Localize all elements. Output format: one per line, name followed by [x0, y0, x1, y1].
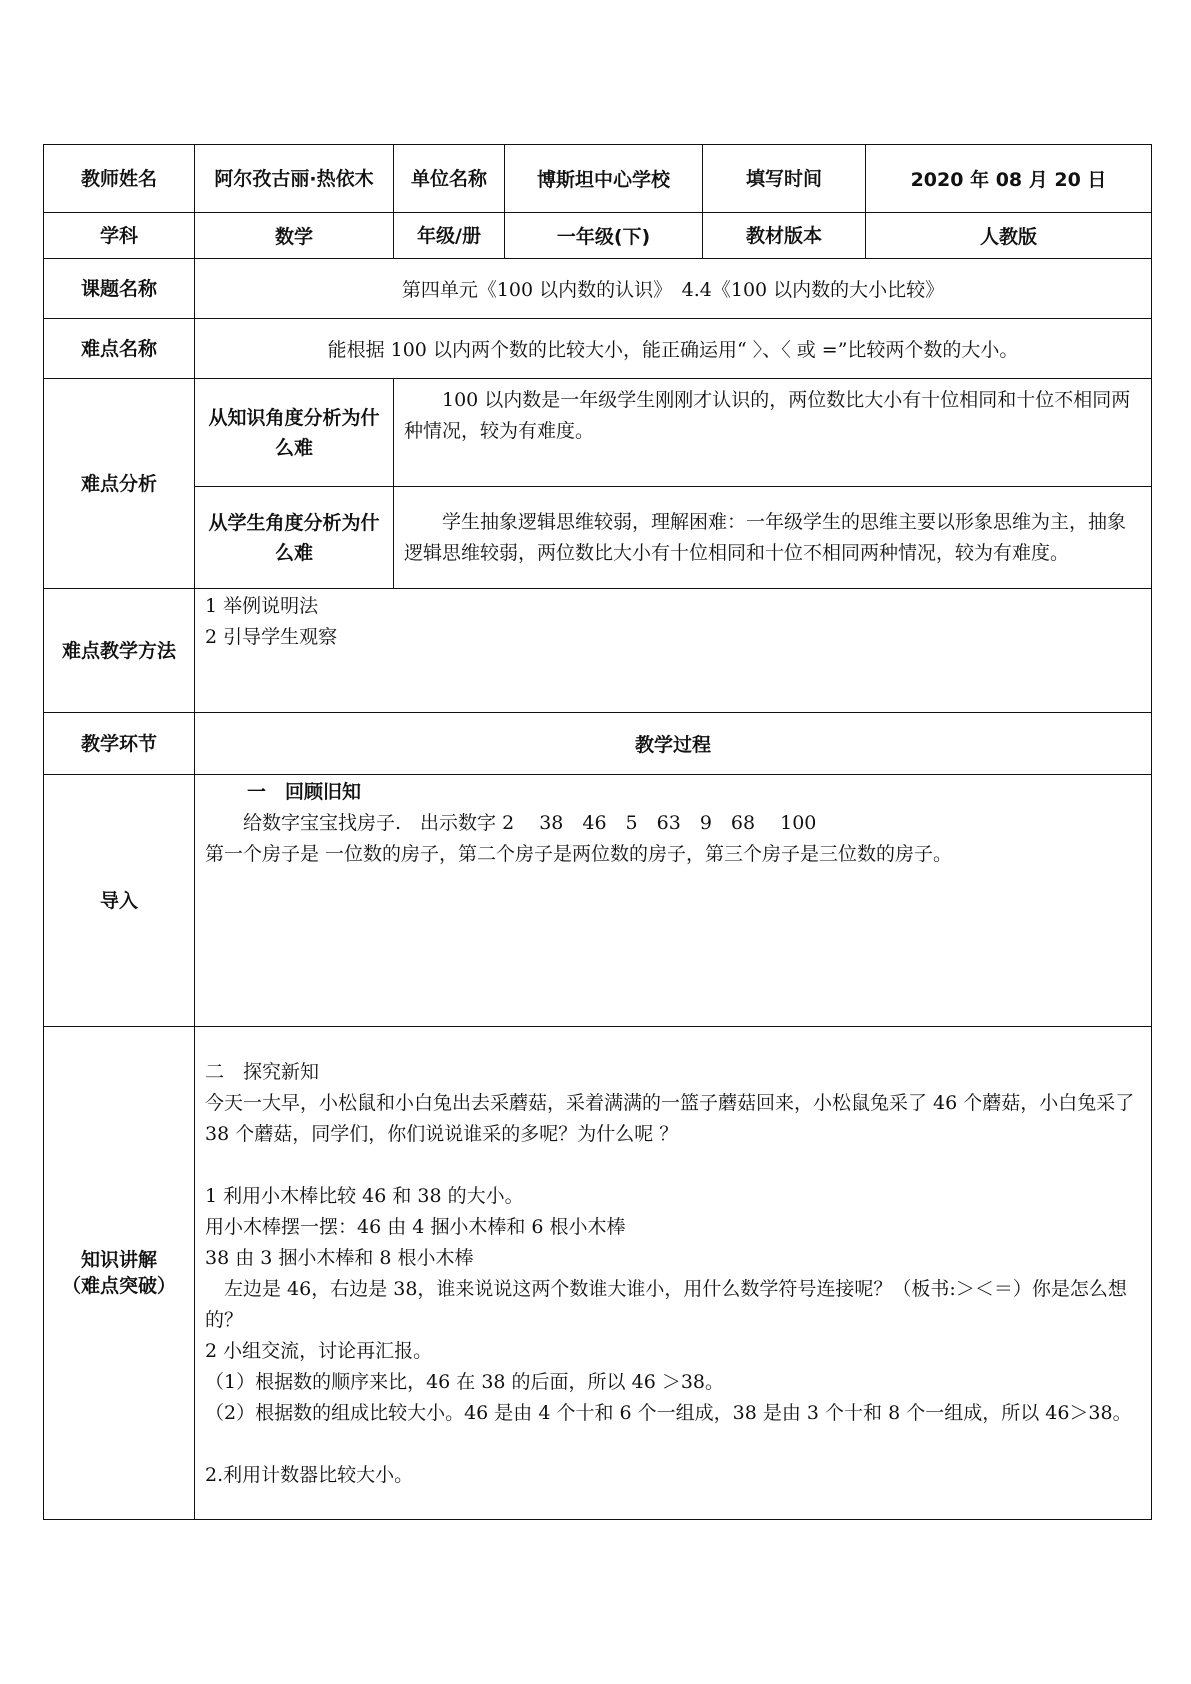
intro-content	[195, 775, 1152, 1027]
intro-heading: 一 回顾旧知	[247, 781, 362, 803]
analysis-label: 难点分析	[44, 379, 195, 589]
lesson-plan-table	[43, 144, 1152, 1520]
knowledge-paragraph: 今天一大早，小松鼠和小白兔出去采蘑菇，采着满满的一篮子蘑菇回来，小松鼠兔采了 46 个蘑菇，小白兔采了 38 个蘑菇，同学们，你们说说谁采的多呢？为什么呢 ？	[205, 1092, 1135, 1145]
intro-label: 导入	[44, 775, 195, 1027]
knowledge-paragraph: 38 由 3 捆小木棒和 8 根小木棒	[205, 1247, 474, 1269]
method-item: 1 举例说明法	[205, 595, 319, 617]
knowledge-label-line-2: （难点突破）	[61, 1275, 176, 1297]
knowledge-paragraph: 用小木棒摆一摆：46 由 4 捆小木棒和 6 根小木棒	[205, 1216, 626, 1238]
analysis-row-knowledge	[44, 379, 1152, 487]
topic-row	[44, 259, 1152, 319]
method-item: 2 引导学生观察	[205, 626, 338, 648]
intro-row	[44, 775, 1152, 1027]
knowledge-row	[44, 1027, 1152, 1520]
methods-list	[195, 589, 1152, 713]
methods-row	[44, 589, 1152, 713]
fill-date-value: 2020 年 08 月 20 日	[866, 145, 1152, 213]
knowledge-angle-label: 从知识角度分析为什么难	[195, 379, 394, 487]
analysis-row-student	[44, 487, 1152, 589]
knowledge-paragraph: 1 利用小木棒比较 46 和 38 的大小。	[205, 1185, 524, 1207]
process-header-row	[44, 713, 1152, 775]
knowledge-paragraph: （1）根据数的顺序来比，46 在 38 的后面，所以 46 ＞38。	[205, 1371, 724, 1393]
knowledge-paragraph: 左边是 46，右边是 38，谁来说说这两个数谁大谁小，用什么数学符号连接呢？（板书:＞＜＝）你是怎么想的？	[205, 1278, 1127, 1331]
knowledge-angle-text: 100 以内数是一年级学生刚刚才认识的，两位数比大小有十位相同和十位不相同两种情况，较为有难度。	[394, 379, 1152, 487]
difficulty-label: 难点名称	[44, 319, 195, 379]
intro-line-1: 给数字宝宝找房子. 出示数字 2 38 46 5 63 9 68 100	[243, 812, 817, 834]
fill-date-label: 填写时间	[703, 145, 866, 213]
knowledge-label-line-1: 知识讲解	[80, 1249, 157, 1271]
edition-value: 人教版	[866, 213, 1152, 259]
unit-name-label: 单位名称	[394, 145, 505, 213]
subject-label: 学科	[44, 213, 195, 259]
knowledge-heading: 二 探究新知	[205, 1061, 320, 1083]
subject-value: 数学	[195, 213, 394, 259]
knowledge-content	[195, 1027, 1152, 1520]
student-angle-text: 学生抽象逻辑思维较弱，理解困难：一年级学生的思维主要以形象思维为主，抽象逻辑思维较弱，两位数比大小有十位相同和十位不相同两种情况，较为有难度。	[394, 487, 1152, 589]
process-title: 教学过程	[195, 713, 1152, 775]
lesson-plan-document	[43, 144, 1151, 1520]
grade-label: 年级/册	[394, 213, 505, 259]
header-row-1	[44, 145, 1152, 213]
topic-label: 课题名称	[44, 259, 195, 319]
knowledge-label	[44, 1027, 195, 1520]
grade-value: 一年级(下)	[505, 213, 703, 259]
blank-line	[205, 1429, 1141, 1460]
intro-line-2: 第一个房子是 一位数的房子，第二个房子是两位数的房子，第三个房子是三位数的房子。	[205, 843, 953, 865]
header-row-2	[44, 213, 1152, 259]
teacher-name-value: 阿尔孜古丽·热依木	[195, 145, 394, 213]
methods-label: 难点教学方法	[44, 589, 195, 713]
knowledge-paragraph: 2 小组交流，讨论再汇报。	[205, 1340, 433, 1362]
difficulty-value: 能根据 100 以内两个数的比较大小，能正确运用“ 〉、〈 或 =”比较两个数的大小。	[195, 319, 1152, 379]
knowledge-paragraph: 2.利用计数器比较大小。	[205, 1464, 414, 1486]
teacher-name-label: 教师姓名	[44, 145, 195, 213]
process-stage-label: 教学环节	[44, 713, 195, 775]
edition-label: 教材版本	[703, 213, 866, 259]
difficulty-row	[44, 319, 1152, 379]
knowledge-paragraph: （2）根据数的组成比较大小。46 是由 4 个十和 6 个一组成，38 是由 3 个十和 8 个一组成，所以 46＞38。	[205, 1402, 1132, 1424]
topic-value: 第四单元《100 以内数的认识》 4.4《100 以内数的大小比较》	[195, 259, 1152, 319]
blank-line	[205, 1150, 1141, 1181]
student-angle-label: 从学生角度分析为什么难	[195, 487, 394, 589]
unit-name-value: 博斯坦中心学校	[505, 145, 703, 213]
